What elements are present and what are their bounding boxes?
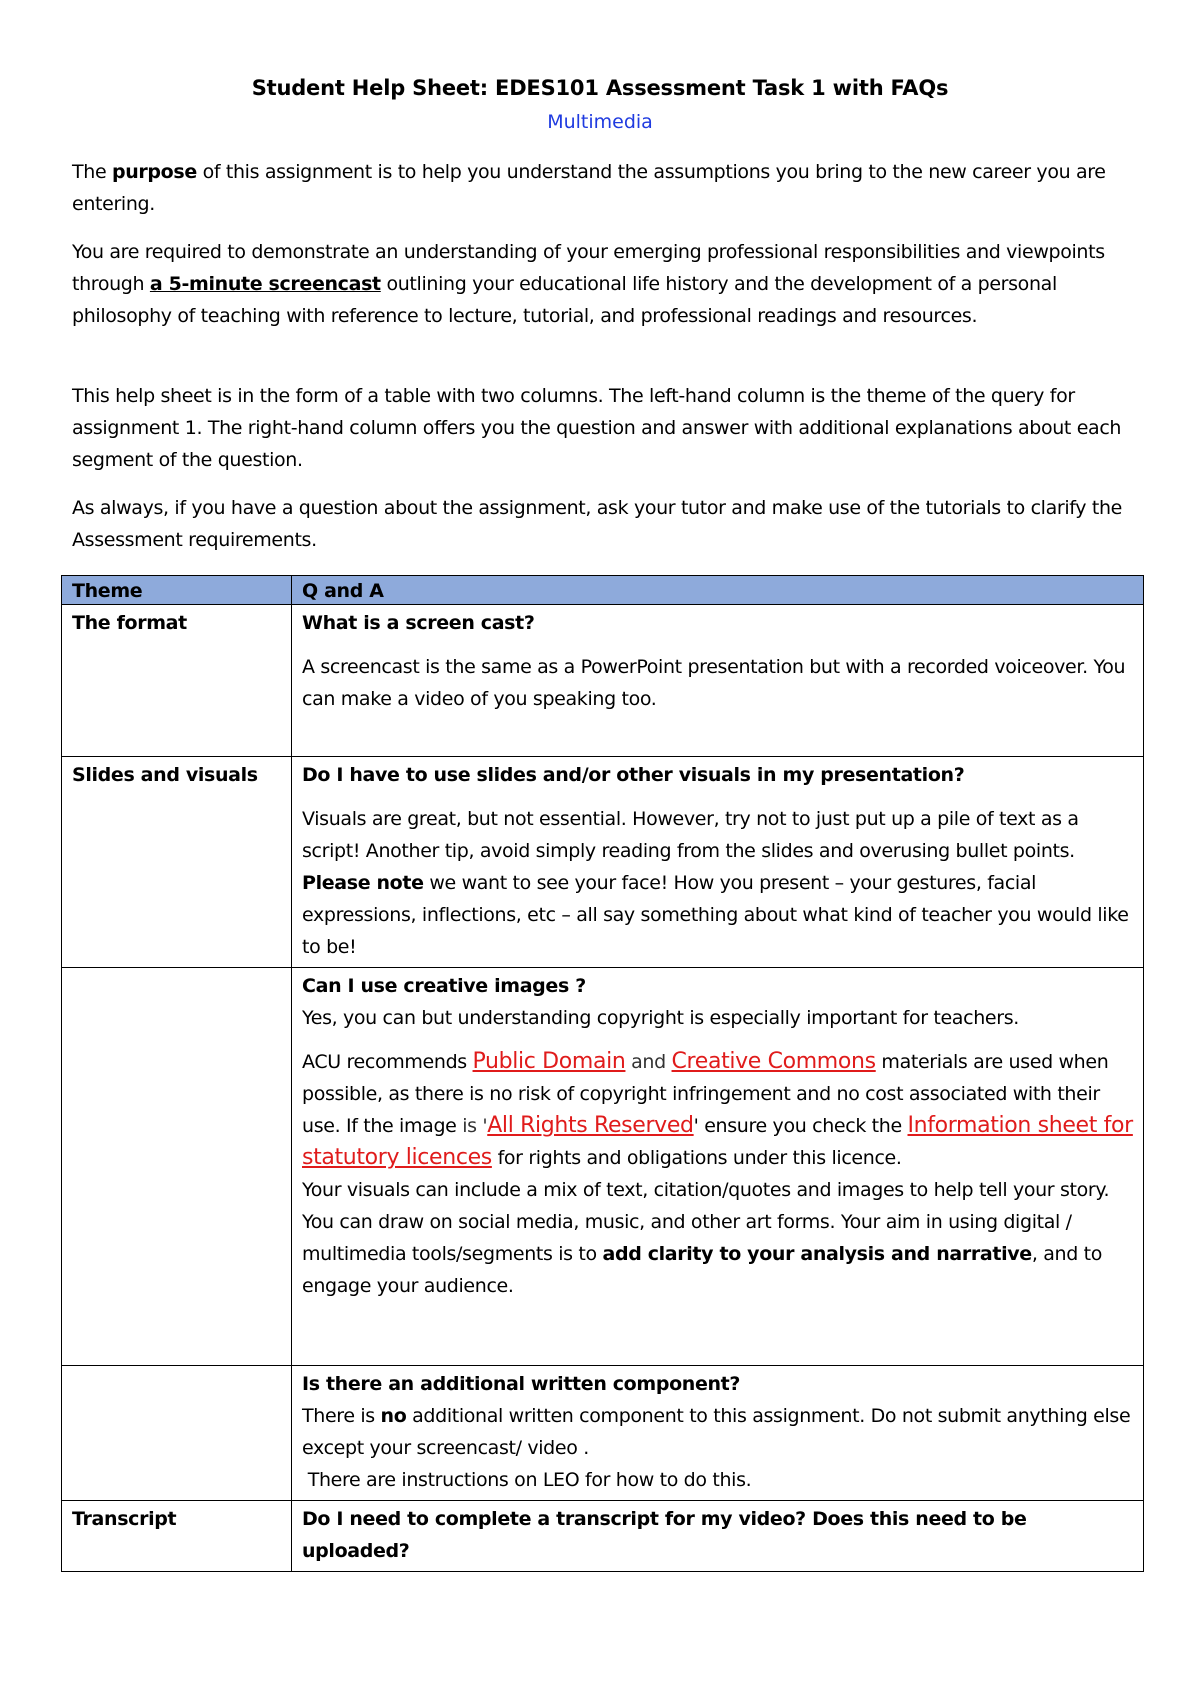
intro-text: You are required to demonstrate an understanding of your emerging professional responsibilities and viewpoints through (72, 241, 1105, 295)
question: Is there an additional written component? (302, 1373, 741, 1395)
answer-text: materials are used when possible, as there is no risk of copyright infringement and no cost associated with their use. If the image (302, 1051, 1109, 1137)
qa-cell (292, 968, 1144, 1366)
header-q-and-a: Q and A (292, 576, 1144, 605)
table-row (62, 1366, 1144, 1501)
answer-text: for rights and obligations under this licence. (491, 1147, 902, 1169)
intro-bold-purpose: purpose (111, 161, 197, 183)
answer-bold: add clarity to your analysis and narrative (602, 1243, 1032, 1265)
intro-paragraph-tutor: As always, if you have a question about the assignment, ask your tutor and make use of the tutorials to clarify the Assessment requirements. (72, 497, 1123, 551)
answer-text: , and to engage your audience. (302, 1243, 1102, 1297)
question: What is a screen cast? (302, 612, 535, 634)
answer: Visuals are great, but not essential. However, try not to just put up a pile of text as a script! Another tip, avoid simply reading from the slides and overusing bullet points. (302, 808, 1079, 862)
visuals-advice (302, 1174, 1133, 1302)
acu-recommendation (302, 1046, 1133, 1174)
answer-bold: no (380, 1405, 407, 1427)
all-rights-reserved-link[interactable]: All Rights Reserved (487, 1113, 694, 1138)
answer: Yes, you can but understanding copyright is especially important for teachers. (302, 1007, 1019, 1029)
theme-cell: Transcript (62, 1501, 292, 1572)
table-row (62, 757, 1144, 968)
qa-cell (292, 605, 1144, 757)
table-row (62, 1501, 1144, 1572)
creative-commons-link[interactable]: Creative Commons (671, 1049, 876, 1074)
table-header-row (62, 576, 1144, 605)
answer-text: is ' (462, 1115, 488, 1137)
answer-text: and (625, 1051, 672, 1073)
answer-text: Your visuals can include a mix of text, citation/quotes and images to help tell your story. You can draw on social media, music, and other art forms. Your aim in using digital / multimedia tools/segments is to (302, 1179, 1110, 1265)
note-label: Please note (302, 872, 424, 894)
question: Can I use creative images ? (302, 975, 586, 997)
answer-text: ' ensure you check the (693, 1115, 908, 1137)
qa-cell (292, 1366, 1144, 1501)
question: Do I need to complete a transcript for my video? Does this need to be uploaded? (302, 1508, 1027, 1562)
intro-text: The (72, 161, 112, 183)
theme-cell: The format (62, 605, 292, 757)
intro-paragraph-requirement (72, 236, 1142, 332)
theme-cell: Slides and visuals (62, 757, 292, 968)
answer-text: ACU recommends (302, 1051, 473, 1073)
statutory-licences-link[interactable]: Information sheet for statutory licences (302, 1113, 1133, 1170)
answer-note (302, 867, 1133, 963)
answer: A screencast is the same as a PowerPoint presentation but with a recorded voiceover. You can make a video of you speaking too. (302, 656, 1126, 710)
answer-instructions: There are instructions on LEO for how to do this. (302, 1469, 752, 1491)
qa-cell (292, 757, 1144, 968)
theme-cell (62, 1366, 292, 1501)
intro-text: of this assignment is to help you understand the assumptions you bring to the new career you are entering. (72, 161, 1106, 215)
table-row (62, 968, 1144, 1366)
answer-text: There is (302, 1405, 381, 1427)
question: Do I have to use slides and/or other visuals in my presentation? (302, 764, 965, 786)
intro-paragraph-table-description: This help sheet is in the form of a table with two columns. The left-hand column is the theme of the query for assignment 1. The right-hand column offers you the question and answer with additional explanations about each segment of the question. (72, 385, 1122, 471)
answer-text: additional written component to this assignment. Do not submit anything else except your screencast/ video . (302, 1405, 1131, 1459)
screencast-emphasis: a 5-minute screencast (149, 273, 381, 295)
header-theme: Theme (62, 576, 292, 605)
answer (302, 1400, 1133, 1464)
table-row (62, 605, 1144, 757)
note-text: we want to see your face! How you present – your gestures, facial expressions, inflections, etc – all say something about what kind of teacher you would like to be! (302, 872, 1129, 958)
intro-paragraph-purpose (72, 156, 1142, 220)
intro-text: outlining your educational life history and the development of a personal philosophy of teaching with reference to lecture, tutorial, and professional readings and resources. (72, 273, 1057, 327)
public-domain-link[interactable]: Public Domain (472, 1049, 626, 1074)
page-subtitle: Multimedia (547, 111, 653, 133)
page-title: Student Help Sheet: EDES101 Assessment Task 1 with FAQs (251, 76, 949, 100)
qa-cell (292, 1501, 1144, 1572)
theme-cell (62, 968, 292, 1366)
faq-table (61, 575, 1144, 1572)
